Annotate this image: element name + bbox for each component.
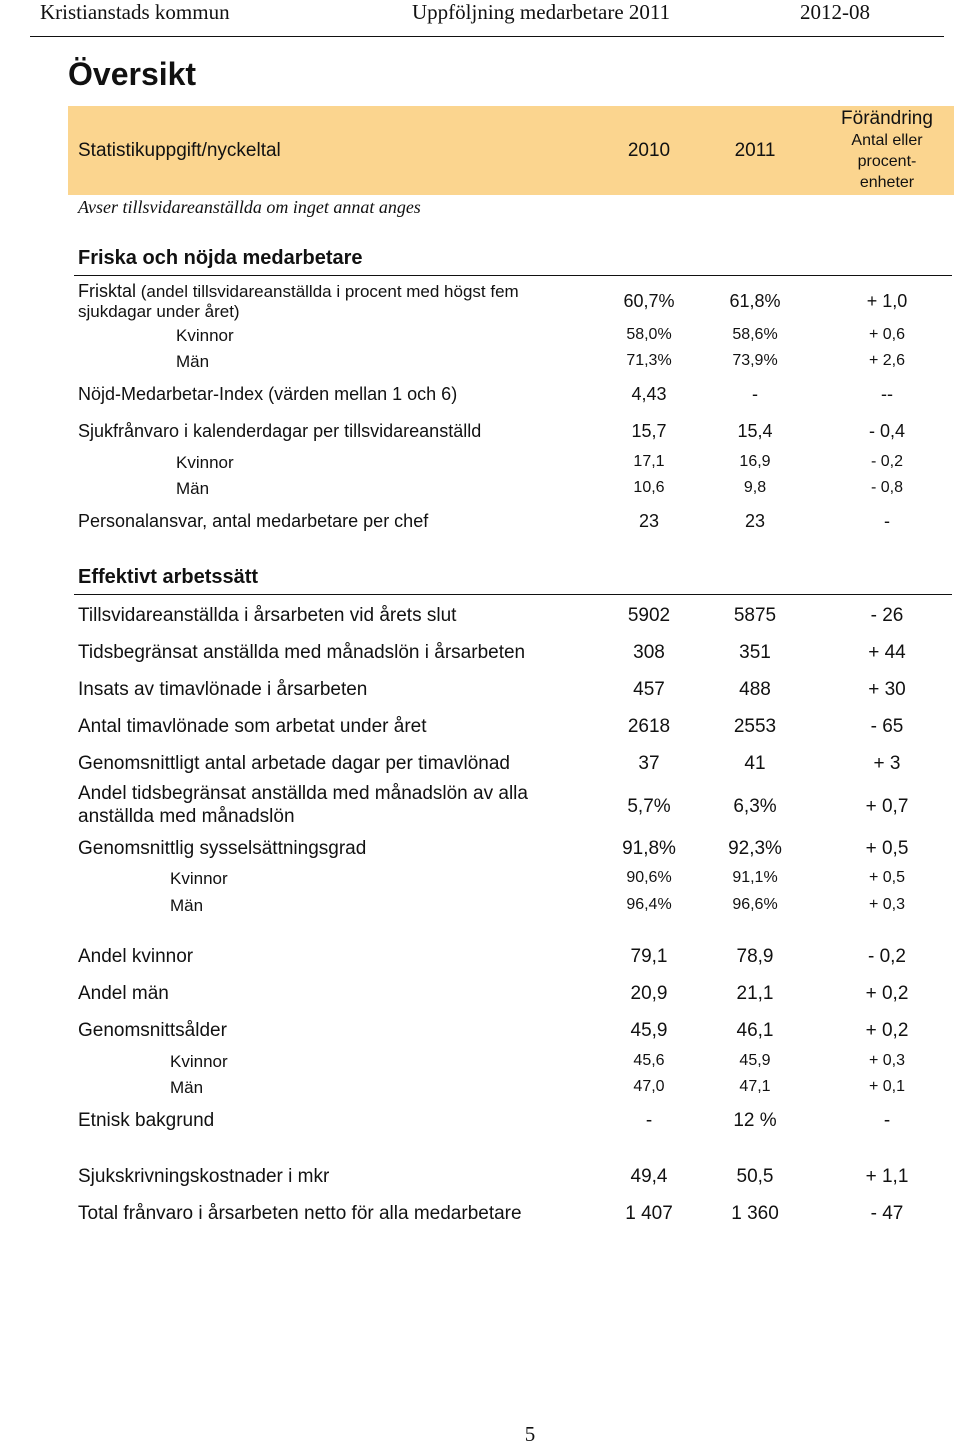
personalansvar-label: Personalansvar, antal medarbetare per chef [78, 511, 429, 531]
alder-man-2010: 47,0 [633, 1078, 665, 1095]
tidsbegransat-2010: 308 [633, 642, 665, 663]
andel-man-change: + 0,2 [865, 983, 909, 1004]
sjuk-kvinnor-label: Kvinnor [176, 453, 234, 472]
frisktal-label-main: Frisktal [78, 281, 136, 301]
andel-kvinnor-2011: 78,9 [736, 946, 774, 967]
table-header-change-line3: enheter [859, 174, 915, 191]
syss-kvinnor-2011: 91,1% [732, 869, 778, 886]
frisktal-label-detail: (andel tillsvidareanställda i procent med högst fem [140, 282, 519, 301]
sjukskrivning-change: + 1,1 [865, 1166, 909, 1187]
frisktal-2011: 61,8% [729, 291, 781, 311]
tillsvidare-2011: 5875 [733, 605, 777, 626]
frisktal-change: + 1,0 [866, 291, 908, 311]
header-rule [30, 36, 944, 37]
andel-man-label: Andel män [78, 983, 169, 1004]
syss-kvinnor-change: + 0,5 [868, 869, 906, 886]
syss-man-2011: 96,6% [732, 896, 778, 913]
page-title: Översikt [68, 56, 197, 92]
dagar-tim-2010: 37 [638, 753, 660, 774]
alder-2010: 45,9 [630, 1020, 668, 1041]
sysselsattning-2011: 92,3% [728, 838, 782, 859]
dagar-tim-2011: 41 [744, 753, 766, 774]
alder-kvinnor-2010: 45,6 [633, 1052, 665, 1069]
sjuk-2011: 15,4 [737, 421, 773, 441]
syss-man-2010: 96,4% [626, 896, 672, 913]
etnisk-change: - [883, 1110, 891, 1131]
insats-2010: 457 [633, 679, 665, 700]
frisktal-label-line2: sjukdagar under året) [78, 302, 240, 321]
alder-kvinnor-change: + 0,3 [868, 1052, 906, 1069]
andel-tids-label-line1: Andel tidsbegränsat anställda med månadslön av alla [78, 783, 528, 804]
sjukskrivning-label: Sjukskrivningskostnader i mkr [78, 1166, 330, 1187]
section-title-friska: Friska och nöjda medarbetare [78, 247, 363, 269]
frisktal-man-2010: 71,3% [626, 352, 672, 369]
alder-man-2011: 47,1 [739, 1078, 771, 1095]
tidsbegransat-change: + 44 [868, 642, 906, 663]
franvaro-2011: 1 360 [731, 1203, 779, 1224]
sjuk-change: - 0,4 [868, 421, 906, 441]
etnisk-2011: 12 % [733, 1110, 777, 1131]
andel-tids-label-line2: anställda med månadslön [78, 806, 295, 827]
sjuk-kvinnor-change: - 0,2 [870, 453, 903, 470]
antal-tim-change: - 65 [870, 716, 904, 737]
alder-kvinnor-label: Kvinnor [170, 1052, 228, 1071]
etnisk-label: Etnisk bakgrund [78, 1110, 215, 1131]
syss-man-change: + 0,3 [868, 896, 906, 913]
sjuk-kvinnor-2010: 17,1 [633, 453, 665, 470]
sjuk-man-change: - 0,8 [870, 479, 903, 496]
antal-tim-2010: 2618 [627, 716, 671, 737]
andel-tids-2011: 6,3% [733, 796, 777, 817]
alder-label: Genomsnittsålder [78, 1020, 227, 1041]
table-header-2011: 2011 [734, 140, 776, 161]
table-header-change-line2: procent- [857, 153, 917, 170]
header-document-title: Uppföljning medarbetare 2011 [412, 0, 671, 24]
sjukskrivning-2011: 50,5 [736, 1166, 774, 1187]
section-rule-effektivt [74, 594, 952, 595]
andel-kvinnor-change: - 0,2 [867, 946, 907, 967]
tillsvidare-2010: 5902 [627, 605, 671, 626]
sjuk-man-label: Män [176, 479, 210, 498]
section-rule-friska [74, 275, 952, 276]
tillsvidare-label: Tillsvidareanställda i årsarbeten vid årets slut [78, 605, 457, 626]
sjuk-man-2011: 9,8 [743, 479, 767, 496]
nmi-label: Nöjd-Medarbetar-Index (värden mellan 1 och 6) [78, 384, 458, 404]
table-note: Avser tillsvidareanställda om inget annat anges [78, 197, 421, 217]
syss-man-label: Män [170, 896, 204, 915]
etnisk-2010: - [645, 1110, 653, 1131]
dagar-tim-label: Genomsnittligt antal arbetade dagar per timavlönad [78, 753, 510, 774]
insats-change: + 30 [868, 679, 906, 700]
sjuk-kvinnor-2011: 16,9 [739, 453, 771, 470]
alder-man-label: Män [170, 1078, 204, 1097]
syss-kvinnor-2010: 90,6% [626, 869, 672, 886]
personalansvar-2010: 23 [638, 511, 660, 531]
dagar-tim-change: + 3 [873, 753, 901, 774]
table-header-2010: 2010 [627, 140, 671, 161]
franvaro-label: Total frånvaro i årsarbeten netto för alla medarbetare [78, 1203, 522, 1224]
sjuk-2010: 15,7 [631, 421, 667, 441]
sjuk-man-2010: 10,6 [633, 479, 665, 496]
nmi-change: -- [881, 384, 893, 404]
section-title-effektivt: Effektivt arbetssätt [78, 566, 259, 588]
insats-2011: 488 [739, 679, 771, 700]
frisktal-2010: 60,7% [623, 291, 675, 311]
antal-tim-2011: 2553 [733, 716, 777, 737]
personalansvar-2011: 23 [744, 511, 766, 531]
page-number: 5 [524, 1422, 536, 1446]
frisktal-label [78, 281, 519, 302]
frisktal-kvinnor-2010: 58,0% [626, 326, 672, 343]
frisktal-kvinnor-change: + 0,6 [868, 326, 906, 343]
syss-kvinnor-label: Kvinnor [170, 869, 228, 888]
frisktal-kvinnor-label: Kvinnor [176, 326, 234, 345]
alder-change: + 0,2 [865, 1020, 909, 1041]
header-organization: Kristianstads kommun [40, 0, 230, 24]
sysselsattning-change: + 0,5 [865, 838, 909, 859]
insats-label: Insats av timavlönade i årsarbeten [78, 679, 368, 700]
table-header-change-title: Förändring [841, 108, 933, 129]
table-header-label: Statistikuppgift/nyckeltal [78, 140, 281, 161]
nmi-2011: - [752, 384, 758, 404]
header-date: 2012-08 [800, 0, 870, 24]
table-header-change-line1: Antal eller [851, 132, 923, 149]
frisktal-man-2011: 73,9% [732, 352, 778, 369]
andel-man-2011: 21,1 [736, 983, 774, 1004]
alder-2011: 46,1 [736, 1020, 774, 1041]
alder-man-change: + 0,1 [868, 1078, 906, 1095]
andel-man-2010: 20,9 [630, 983, 668, 1004]
alder-kvinnor-2011: 45,9 [739, 1052, 771, 1069]
tidsbegransat-label: Tidsbegränsat anställda med månadslön i årsarbeten [78, 642, 526, 663]
sjuk-label: Sjukfrånvaro i kalenderdagar per tillsvidareanställd [78, 421, 482, 441]
andel-kvinnor-2010: 79,1 [630, 946, 668, 967]
frisktal-man-label: Män [176, 352, 210, 371]
antal-tim-label: Antal timavlönade som arbetat under året [78, 716, 427, 737]
tillsvidare-change: - 26 [870, 605, 904, 626]
franvaro-2010: 1 407 [625, 1203, 673, 1224]
andel-tids-2010: 5,7% [627, 796, 671, 817]
andel-tids-change: + 0,7 [865, 796, 909, 817]
frisktal-man-change: + 2,6 [868, 352, 906, 369]
sysselsattning-2010: 91,8% [622, 838, 676, 859]
nmi-2010: 4,43 [631, 384, 667, 404]
andel-kvinnor-label: Andel kvinnor [78, 946, 194, 967]
franvaro-change: - 47 [870, 1203, 904, 1224]
frisktal-kvinnor-2011: 58,6% [732, 326, 778, 343]
personalansvar-change: - [884, 511, 890, 531]
tidsbegransat-2011: 351 [739, 642, 771, 663]
sysselsattning-label: Genomsnittlig sysselsättningsgrad [78, 838, 367, 859]
sjukskrivning-2010: 49,4 [630, 1166, 668, 1187]
